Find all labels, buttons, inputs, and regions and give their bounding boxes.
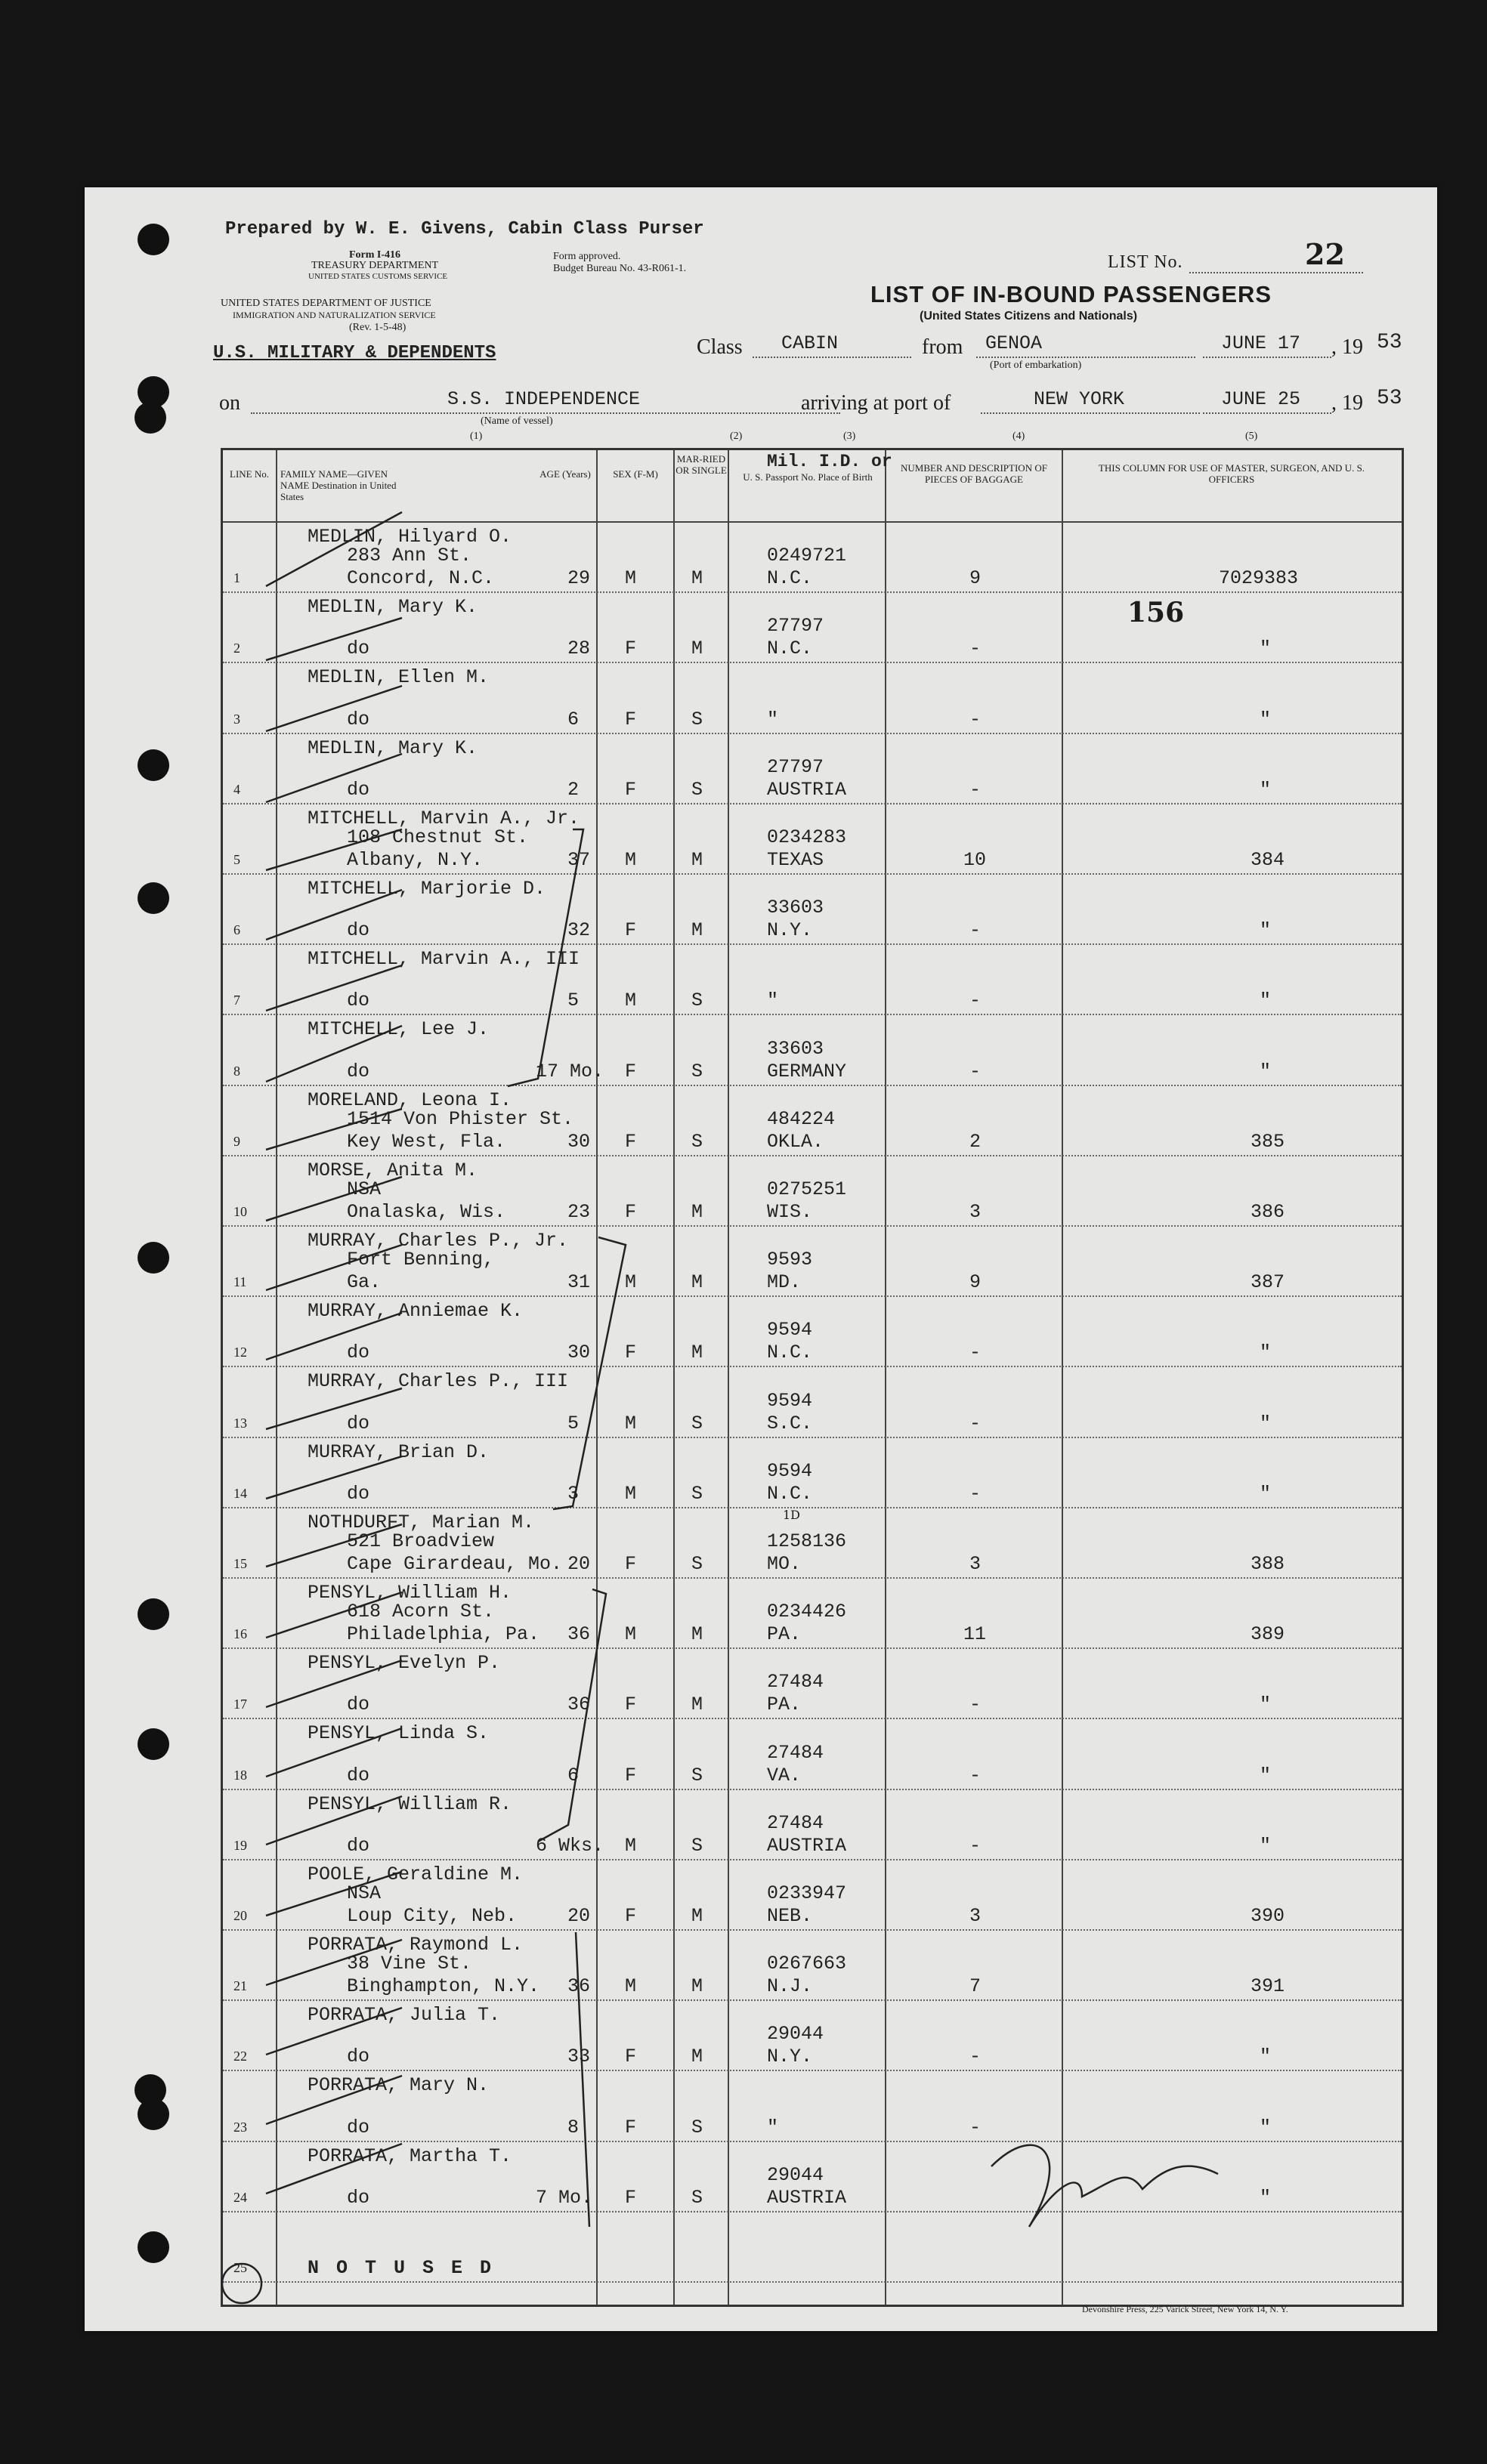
officer-number: 388 [1251, 1552, 1285, 1575]
age-value: 36 [567, 1623, 591, 1646]
marital-status: S [691, 1130, 703, 1153]
line-number: 12 [233, 1345, 247, 1360]
birth-place: S.C. [767, 1412, 813, 1434]
baggage-count: 9 [969, 567, 982, 590]
id-number: 0234283 [767, 826, 847, 848]
sex-value: M [625, 1623, 637, 1646]
destination: do [347, 1764, 370, 1786]
id-number: 33603 [767, 897, 824, 919]
line-number: 8 [233, 1063, 240, 1079]
marital-status: S [691, 1412, 703, 1434]
sex-value: M [625, 990, 637, 1012]
address-line: Albany, N.Y. [347, 848, 484, 871]
age-value: 3 [567, 1482, 580, 1505]
military-heading: U.S. MILITARY & DEPENDENTS [213, 343, 496, 363]
line-number: 17 [233, 1697, 247, 1712]
baggage-count: - [969, 1482, 982, 1505]
age-value: 30 [567, 1342, 591, 1364]
marital-status: S [691, 1834, 703, 1857]
officer-number: " [1260, 919, 1272, 942]
passenger-name: MEDLIN, Ellen M. [308, 666, 490, 689]
birth-place: " [767, 990, 779, 1012]
baggage-count: - [969, 1342, 982, 1364]
passenger-name: PORRATA, Julia T. [308, 2004, 501, 2027]
marital-status: S [691, 990, 703, 1012]
line-number: 14 [233, 1485, 247, 1501]
birth-place: MD. [767, 1271, 802, 1294]
age-value: 5 [567, 1412, 580, 1434]
sex-value: M [625, 1834, 637, 1857]
baggage-count: - [969, 1764, 982, 1786]
baggage-count: 2 [969, 1130, 982, 1153]
marital-status: M [691, 2046, 703, 2068]
passenger-name: MEDLIN, Mary K. [308, 736, 478, 759]
departure-date: JUNE 17 [1221, 332, 1301, 354]
line-number: 2 [233, 641, 240, 656]
passenger-name: PORRATA, Mary N. [308, 2074, 490, 2097]
list-title: LIST OF IN-BOUND PASSENGERS [870, 281, 1272, 307]
birth-place: " [767, 2116, 779, 2138]
budget-bureau: Budget Bureau No. 43-R061-1. [553, 263, 687, 274]
age-value: 30 [567, 1130, 591, 1153]
revision-label: (Rev. 1-5-48) [349, 322, 407, 333]
sex-value: M [625, 848, 637, 871]
id-number: 27797 [767, 755, 824, 778]
officer-number: 384 [1251, 848, 1285, 871]
address-line: Philadelphia, Pa. [347, 1623, 540, 1646]
birth-place: GERMANY [767, 1060, 847, 1082]
sex-value: F [625, 1552, 637, 1575]
officer-number: " [1260, 990, 1272, 1012]
destination: do [347, 2116, 370, 2138]
address-line: 521 Broadview [347, 1530, 495, 1552]
line-number: 11 [233, 1274, 247, 1290]
baggage-count: 10 [963, 848, 987, 871]
header-married: MAR-RIED OR SINGLE [675, 453, 727, 476]
passenger-name: MURRAY, Charles P., III [308, 1370, 569, 1393]
sex-value: F [625, 2046, 637, 2068]
line-number: 16 [233, 1626, 247, 1642]
birth-place: PA. [767, 1623, 802, 1646]
baggage-count: 3 [969, 1904, 982, 1927]
age-value: 20 [567, 1552, 591, 1575]
sex-value: F [625, 1904, 637, 1927]
officer-number: 389 [1251, 1623, 1285, 1646]
sex-value: M [625, 1482, 637, 1505]
header-mil-id: Mil. I.D. or [767, 452, 892, 471]
officer-number: " [1260, 1694, 1272, 1716]
marital-status: S [691, 1552, 703, 1575]
line-number: 25 [233, 2259, 247, 2275]
baggage-count: - [969, 1834, 982, 1857]
passenger-name: PENSYL, William R. [308, 1792, 512, 1815]
officer-number: 390 [1251, 1904, 1285, 1927]
age-value: 6 [567, 1764, 580, 1786]
destination: do [347, 990, 370, 1012]
passenger-name: MEDLIN, Hilyard O. [308, 526, 512, 548]
passenger-name: MURRAY, Anniemae K. [308, 1300, 524, 1323]
age-value: 29 [567, 567, 591, 590]
line-number: 22 [233, 2049, 247, 2064]
marital-status: S [691, 778, 703, 801]
birth-place: N.C. [767, 638, 813, 660]
marital-status: M [691, 638, 703, 660]
address-line: Onalaska, Wis. [347, 1200, 506, 1223]
header-sex: SEX (F-M) [613, 468, 658, 480]
sex-value: F [625, 638, 637, 660]
marital-status: M [691, 1271, 703, 1294]
birth-place: N.C. [767, 567, 813, 590]
marital-status: M [691, 1904, 703, 1927]
baggage-count: 3 [969, 1200, 982, 1223]
baggage-count: - [969, 778, 982, 801]
prepared-by: Prepared by W. E. Givens, Cabin Class Purser [225, 219, 704, 239]
manifest-page [85, 187, 1437, 2331]
passenger-name: MURRAY, Brian D. [308, 1440, 490, 1463]
sex-value: F [625, 1694, 637, 1716]
handwritten-number: 156 [1127, 597, 1185, 628]
officer-number: " [1260, 1482, 1272, 1505]
age-value: 6 Wks. [536, 1834, 604, 1857]
address-line: NSA [347, 1178, 382, 1200]
marital-status: M [691, 848, 703, 871]
passenger-name: MITCHELL, Marvin A., III [308, 948, 580, 971]
arrival-port: NEW YORK [1034, 388, 1125, 410]
officer-number: 387 [1251, 1271, 1285, 1294]
id-number: 0249721 [767, 545, 847, 567]
marital-status: M [691, 1200, 703, 1223]
address-line: Ga. [347, 1271, 382, 1294]
marital-status: M [691, 567, 703, 590]
id-number: 1258136 [767, 1530, 847, 1552]
id-number: 27484 [767, 1811, 824, 1834]
passenger-name: MURRAY, Charles P., Jr. [308, 1230, 569, 1252]
age-value: 2 [567, 778, 580, 801]
baggage-count: - [969, 990, 982, 1012]
id-number: 9593 [767, 1249, 813, 1271]
vessel-note: (Name of vessel) [481, 415, 553, 427]
baggage-count: - [969, 1060, 982, 1082]
officer-number: " [1260, 2186, 1272, 2209]
passenger-name: MITCHELL, Marjorie D. [308, 878, 546, 900]
id-number: 9594 [767, 1389, 813, 1412]
destination: do [347, 1482, 370, 1505]
passenger-name: POOLE, Geraldine M. [308, 1863, 524, 1885]
list-no-label: LIST No. [1108, 252, 1183, 272]
line-number: 19 [233, 1837, 247, 1853]
address-line: Concord, N.C. [347, 567, 495, 590]
birth-place: OKLA. [767, 1130, 824, 1153]
id-number: 0275251 [767, 1178, 847, 1200]
header-passport: U. S. Passport No. Place of Birth [743, 471, 873, 483]
address-line: NSA [347, 1882, 382, 1904]
address-line: Binghampton, N.Y. [347, 1975, 540, 1998]
baggage-count: 9 [969, 1271, 982, 1294]
arriving-label: arriving at port of [801, 391, 951, 415]
birth-place: " [767, 708, 779, 730]
officer-number: 386 [1251, 1200, 1285, 1223]
id-number: 9594 [767, 1319, 813, 1342]
birth-place: TEXAS [767, 848, 824, 871]
class-value: CABIN [781, 332, 839, 354]
baggage-count: - [969, 638, 982, 660]
age-value: 5 [567, 990, 580, 1012]
line-number: 7 [233, 993, 240, 1008]
baggage-count: 7 [969, 1975, 982, 1998]
birth-place: VA. [767, 1764, 802, 1786]
passenger-name: PENSYL, Evelyn P. [308, 1652, 501, 1675]
marital-status: S [691, 1482, 703, 1505]
sex-value: M [625, 567, 637, 590]
column-number: (2) [730, 431, 743, 442]
departure-year: 53 [1377, 331, 1402, 354]
address-line: 618 Acorn St. [347, 1601, 495, 1623]
destination: do [347, 2046, 370, 2068]
ins-label: IMMIGRATION AND NATURALIZATION SERVICE [233, 310, 436, 320]
address-line: Cape Girardeau, Mo. [347, 1552, 563, 1575]
id-number: 27484 [767, 1741, 824, 1764]
header-name: FAMILY NAME—GIVEN NAME Destination in United States [280, 468, 397, 502]
on-label: on [219, 391, 240, 415]
passenger-name: MORSE, Anita M. [308, 1159, 478, 1181]
column-number: (5) [1245, 431, 1258, 442]
officer-number: " [1260, 1834, 1272, 1857]
birth-place: AUSTRIA [767, 2186, 847, 2209]
baggage-count: - [969, 1412, 982, 1434]
officer-number: " [1260, 708, 1272, 730]
id-number: 484224 [767, 1107, 836, 1130]
class-label: Class [697, 335, 743, 359]
passenger-name: PORRATA, Martha T. [308, 2144, 512, 2167]
column-number: (1) [470, 431, 483, 442]
officer-number: 7029383 [1219, 567, 1299, 590]
passenger-name: PENSYL, William H. [308, 1582, 512, 1604]
officer-number: " [1260, 1060, 1272, 1082]
line-number: 15 [233, 1555, 247, 1571]
address-line: Key West, Fla. [347, 1130, 506, 1153]
baggage-count: - [969, 708, 982, 730]
age-value: 28 [567, 638, 591, 660]
age-value: 20 [567, 1904, 591, 1927]
line-number: 1 [233, 570, 240, 586]
list-number: 22 [1305, 237, 1345, 271]
address-line: 1514 Von Phister St. [347, 1107, 574, 1130]
address-line: 38 Vine St. [347, 1953, 472, 1975]
marital-status: M [691, 1342, 703, 1364]
not-used-label: N O T U S E D [308, 2256, 495, 2279]
line-number: 10 [233, 1203, 247, 1219]
sex-value: M [625, 1271, 637, 1294]
birth-place: PA. [767, 1694, 802, 1716]
destination: do [347, 708, 370, 730]
age-value: 33 [567, 2046, 591, 2068]
age-value: 17 Mo. [536, 1060, 604, 1082]
from-label: from [922, 335, 963, 359]
baggage-count: 3 [969, 1552, 982, 1575]
marital-status: S [691, 1060, 703, 1082]
sex-value: F [625, 708, 637, 730]
sex-value: F [625, 1200, 637, 1223]
id-number: 0267663 [767, 1953, 847, 1975]
year-prefix: , 19 [1331, 391, 1363, 415]
list-subtitle: (United States Citizens and Nationals) [920, 310, 1138, 323]
officer-number: " [1260, 1412, 1272, 1434]
handwritten-checkmarks [85, 187, 1437, 2331]
officer-number: " [1260, 638, 1272, 660]
baggage-count: - [969, 1694, 982, 1716]
address-line: 283 Ann St. [347, 545, 472, 567]
passenger-name: MITCHELL, Marvin A., Jr. [308, 807, 580, 829]
marital-status: S [691, 2116, 703, 2138]
destination: do [347, 2186, 370, 2209]
arrival-date: JUNE 25 [1221, 388, 1301, 410]
form-approved: Form approved. [553, 251, 621, 262]
baggage-count: - [969, 2116, 982, 2138]
officer-number: " [1260, 2046, 1272, 2068]
sex-value: F [625, 1130, 637, 1153]
line-number: 24 [233, 2189, 247, 2205]
line-number: 23 [233, 2119, 247, 2135]
embarkation-port: GENOA [985, 332, 1043, 354]
birth-place: N.Y. [767, 2046, 813, 2068]
age-value: 8 [567, 2116, 580, 2138]
birth-place: MO. [767, 1552, 802, 1575]
birth-place: N.C. [767, 1342, 813, 1364]
age-value: 36 [567, 1975, 591, 1998]
line-number: 5 [233, 851, 240, 867]
sex-value: F [625, 1342, 637, 1364]
marital-status: S [691, 1764, 703, 1786]
passenger-name: PENSYL, Linda S. [308, 1722, 490, 1745]
address-line: 108 Chestnut St. [347, 826, 529, 848]
marital-status: M [691, 919, 703, 942]
line-number: 18 [233, 1767, 247, 1783]
passenger-name: NOTHDURFT, Marian M. [308, 1511, 535, 1533]
sex-value: F [625, 2186, 637, 2209]
header-age: AGE (Years) [539, 468, 591, 480]
line-number: 20 [233, 1907, 247, 1923]
baggage-count: - [969, 2046, 982, 2068]
marital-status: M [691, 1623, 703, 1646]
customs-label: UNITED STATES CUSTOMS SERVICE [308, 272, 448, 281]
sex-value: F [625, 2116, 637, 2138]
age-value: 31 [567, 1271, 591, 1294]
sex-value: F [625, 1060, 637, 1082]
line-number: 4 [233, 781, 240, 797]
birth-place: N.J. [767, 1975, 813, 1998]
passenger-name: PORRATA, Raymond L. [308, 1934, 524, 1956]
sex-value: M [625, 1975, 637, 1998]
sex-value: F [625, 919, 637, 942]
officer-number: " [1260, 1342, 1272, 1364]
destination: do [347, 1834, 370, 1857]
line-number: 9 [233, 1133, 240, 1149]
destination: do [347, 1060, 370, 1082]
marital-status: S [691, 708, 703, 730]
line-number: 13 [233, 1415, 247, 1431]
destination: do [347, 778, 370, 801]
printer-footer: Devonshire Press, 225 Varick Street, New York 14, N. Y. [1082, 2304, 1288, 2314]
birth-place: AUSTRIA [767, 778, 847, 801]
sex-value: F [625, 1764, 637, 1786]
id-number: 33603 [767, 1037, 824, 1060]
marital-status: S [691, 2186, 703, 2209]
form-number: Form I-416 [349, 249, 401, 261]
treasury-label: TREASURY DEPARTMENT [311, 260, 439, 271]
vessel-name: S.S. INDEPENDENCE [447, 388, 641, 410]
destination: do [347, 1342, 370, 1364]
passenger-name: MORELAND, Leona I. [308, 1088, 512, 1111]
address-line: Loup City, Neb. [347, 1904, 518, 1927]
birth-place: NEB. [767, 1904, 813, 1927]
year-prefix: , 19 [1331, 335, 1363, 359]
column-number: (4) [1012, 431, 1025, 442]
age-value: 6 [567, 708, 580, 730]
marital-status: M [691, 1975, 703, 1998]
id-number: 29044 [767, 2163, 824, 2186]
age-value: 32 [567, 919, 591, 942]
sex-value: M [625, 1412, 637, 1434]
age-value: 7 Mo. [536, 2186, 593, 2209]
id-number: 27797 [767, 615, 824, 638]
justice-label: UNITED STATES DEPARTMENT OF JUSTICE [221, 298, 431, 309]
id-number: 9594 [767, 1459, 813, 1482]
marital-status: M [691, 1694, 703, 1716]
officer-number: " [1260, 778, 1272, 801]
birth-place: N.Y. [767, 919, 813, 942]
birth-place: AUSTRIA [767, 1834, 847, 1857]
birth-place: N.C. [767, 1482, 813, 1505]
destination: do [347, 1412, 370, 1434]
port-note: (Port of embarkation) [990, 360, 1082, 371]
handwritten-note: 1D [783, 1508, 801, 1522]
sex-value: F [625, 778, 637, 801]
age-value: 37 [567, 848, 591, 871]
passenger-name: MITCHELL, Lee J. [308, 1018, 490, 1041]
id-number: 0234426 [767, 1601, 847, 1623]
header-officers: THIS COLUMN FOR USE OF MASTER, SURGEON, AND U. S. OFFICERS [1098, 462, 1365, 485]
id-number: 0233947 [767, 1882, 847, 1904]
line-number: 3 [233, 711, 240, 727]
age-value: 36 [567, 1694, 591, 1716]
id-number: 27484 [767, 1671, 824, 1694]
line-number: 21 [233, 1978, 247, 1994]
arrival-year: 53 [1377, 387, 1402, 410]
baggage-count: - [969, 919, 982, 942]
destination: do [347, 919, 370, 942]
birth-place: WIS. [767, 1200, 813, 1223]
officer-number: " [1260, 2116, 1272, 2138]
passenger-name: MEDLIN, Mary K. [308, 596, 478, 619]
destination: do [347, 638, 370, 660]
officer-number: 385 [1251, 1130, 1285, 1153]
line-number: 6 [233, 922, 240, 938]
header-baggage: NUMBER AND DESCRIPTION OF PIECES OF BAGGAGE [901, 462, 1047, 485]
column-number: (3) [843, 431, 856, 442]
officer-number: 391 [1251, 1975, 1285, 1998]
address-line: Fort Benning, [347, 1249, 495, 1271]
baggage-count: 11 [963, 1623, 987, 1646]
id-number: 29044 [767, 2023, 824, 2046]
age-value: 23 [567, 1200, 591, 1223]
destination: do [347, 1694, 370, 1716]
header-line: LINE No. [230, 468, 269, 480]
officer-number: " [1260, 1764, 1272, 1786]
